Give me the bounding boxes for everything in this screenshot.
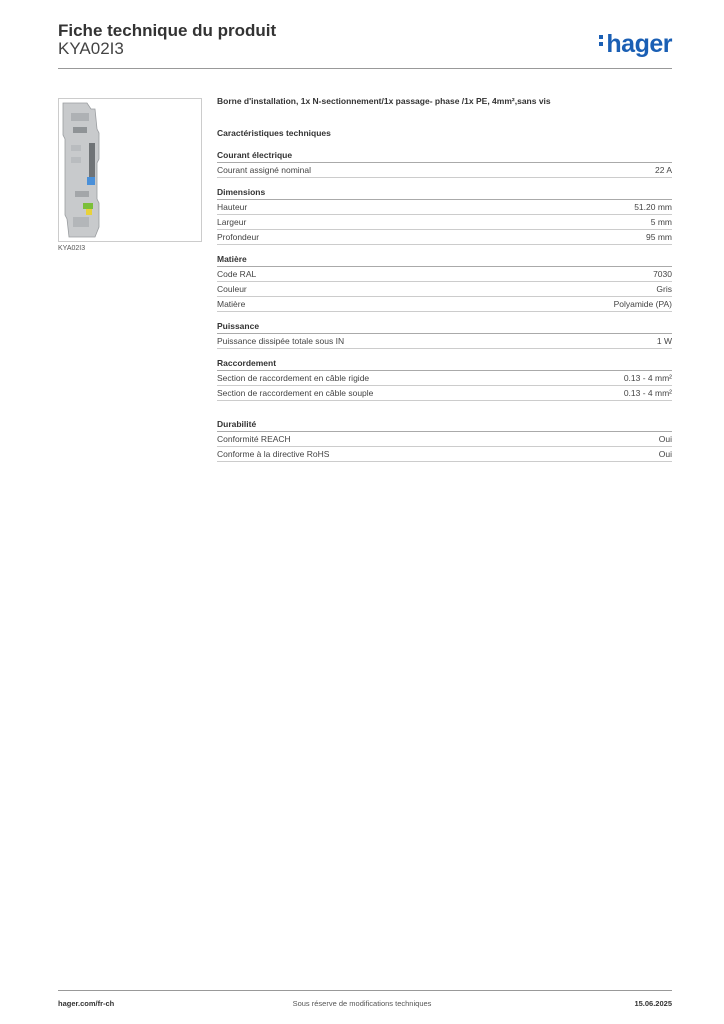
spec-value: 22 A (654, 165, 672, 175)
spec-value: 0.13 - 4 mm² (623, 373, 672, 383)
spec-row (217, 447, 672, 462)
spec-row (217, 163, 672, 178)
spec-row (217, 386, 672, 401)
spec-value: Polyamide (PA) (613, 299, 672, 309)
spec-row (217, 334, 672, 349)
group-dimensions (217, 187, 672, 245)
logo-colon-icon (599, 32, 604, 49)
spec-label: Largeur (217, 217, 247, 227)
group-title: Courant électrique (217, 150, 672, 163)
spec-label: Conforme à la directive RoHS (217, 449, 330, 459)
terminal-block-illustration (59, 99, 201, 241)
spec-value: 95 mm (646, 232, 672, 242)
spec-value: 51.20 mm (634, 202, 672, 212)
spec-label: Matière (217, 299, 246, 309)
group-title: Puissance (217, 321, 672, 334)
spec-label: Section de raccordement en câble souple (217, 388, 374, 398)
spec-value: Gris (656, 284, 672, 294)
spec-value: 7030 (653, 269, 672, 279)
group-raccordement (217, 358, 672, 401)
product-reference: KYA02I3 (58, 39, 124, 58)
product-image (58, 98, 202, 242)
footer-divider (58, 990, 672, 991)
logo-text: hager (606, 30, 672, 58)
hager-logo (599, 30, 672, 59)
spec-heading: Caractéristiques techniques (217, 128, 331, 138)
spec-label: Puissance dissipée totale sous IN (217, 336, 345, 346)
page-title: Fiche technique du produit (58, 21, 277, 40)
spec-label: Section de raccordement en câble rigide (217, 373, 370, 383)
spec-value: Oui (658, 434, 672, 444)
footer-date: 15.06.2025 (634, 999, 672, 1008)
group-title: Raccordement (217, 358, 672, 371)
spec-row (217, 432, 672, 447)
product-description: Borne d'installation, 1x N-sectionnement/1x passage- phase /1x PE, 4mm²,sans vis (217, 96, 551, 106)
group-title: Matière (217, 254, 672, 267)
group-matiere (217, 254, 672, 312)
spec-value: 0.13 - 4 mm² (623, 388, 672, 398)
spec-content (217, 96, 672, 471)
spec-row (217, 267, 672, 282)
group-puissance (217, 321, 672, 349)
group-durabilite (217, 419, 672, 462)
group-title: Durabilité (217, 419, 672, 432)
spec-row (217, 371, 672, 386)
spec-row (217, 230, 672, 245)
spec-label: Code RAL (217, 269, 257, 279)
spec-label: Profondeur (217, 232, 260, 242)
spec-label: Hauteur (217, 202, 248, 212)
group-courant (217, 150, 672, 178)
spec-row (217, 200, 672, 215)
spec-label: Conformité REACH (217, 434, 291, 444)
spec-value: 5 mm (650, 217, 672, 227)
image-caption: KYA02I3 (58, 245, 86, 252)
group-title: Dimensions (217, 187, 672, 200)
spec-value: Oui (658, 449, 672, 459)
footer-website-link[interactable]: hager.com/fr-ch (58, 999, 115, 1008)
spec-row (217, 282, 672, 297)
spec-row (217, 297, 672, 312)
spec-row (217, 215, 672, 230)
header-divider (58, 68, 672, 69)
spec-value: 1 W (656, 336, 672, 346)
spec-label: Couleur (217, 284, 247, 294)
spec-label: Courant assigné nominal (217, 165, 312, 175)
footer-disclaimer: Sous réserve de modifications techniques (292, 999, 432, 1008)
